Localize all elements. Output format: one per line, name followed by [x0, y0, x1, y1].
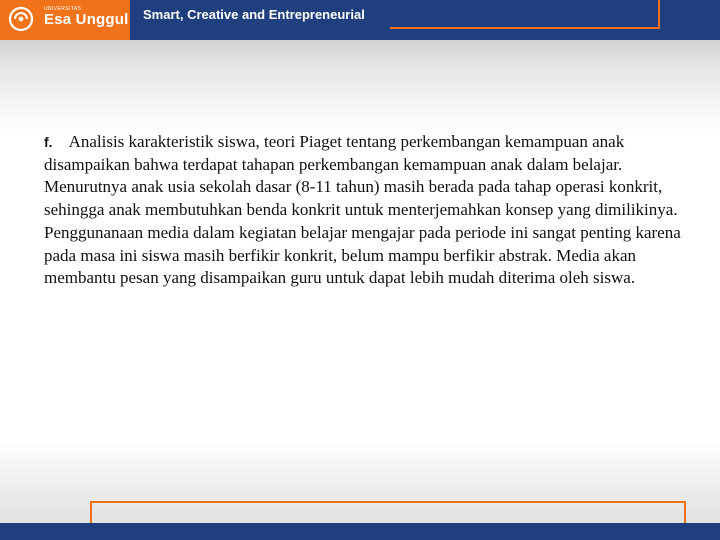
slide-body [44, 131, 684, 290]
body-paragraph: Analisis karakteristik siswa, teori Piaget tentang perkembangan kemampuan anak disampaikan bahwa terdapat tahapan perkembangan kemampuan anak dalam belajar. Menurutnya anak usia sekolah dasar (8-11 tahun) masih berada pada tahap operasi konkrit, sehingga anak membutuhkan benda konkrit untuk menterjemahkan konsep yang dimilikinya. Penggunanaan media dalam kegiatan belajar mengajar pada periode ini sangat penting karena pada masa ini siswa masih berfikir konkrit, belum mampu berfikir abstrak. Media akan membantu pesan yang disampaikan guru untuk dapat lebih mudah diterima oleh siswa. [44, 132, 681, 288]
header-tagline: Smart, Creative and Entrepreneurial [143, 7, 365, 22]
logo-text: Esa Unggul [44, 11, 129, 28]
footer-bar [0, 523, 720, 540]
list-marker: f. [44, 134, 53, 150]
header-shade [0, 40, 720, 135]
university-logo-icon [8, 6, 34, 32]
logo-block [0, 0, 130, 40]
header-bar [0, 0, 720, 40]
header-frame-line [390, 0, 660, 29]
logo-subtitle: UNIVERSITAS [44, 6, 82, 12]
